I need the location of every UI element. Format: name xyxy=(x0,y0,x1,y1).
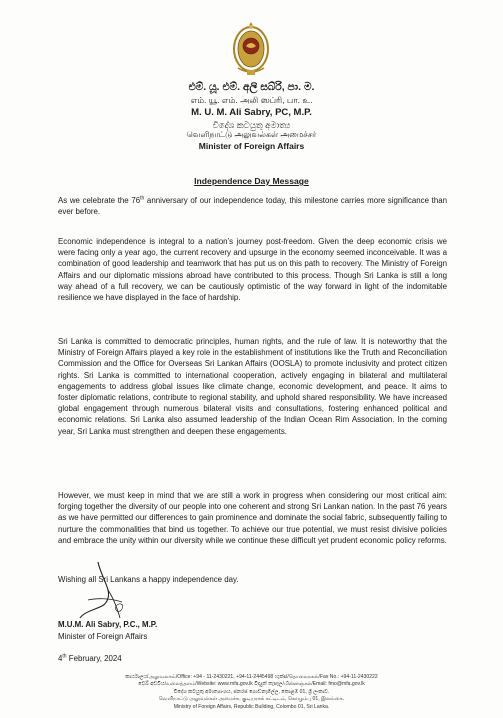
minister-name-tamil: எம். யூ. எம். அலி ஸப்ரி, பா. உ. xyxy=(190,95,313,105)
footer-contact-web: වෙබ් අඩවිය/வலைத்தளம்/Website: www.mfa.gov.lk විද්‍යුත් තැපෑල/மின்னஞ்சல்/Email: fmo@mfa.gov.lk xyxy=(138,681,365,688)
sri-lanka-emblem-icon xyxy=(230,18,272,78)
closing-wish: Wishing all Sri Lankans a happy independence day. xyxy=(58,575,239,584)
message-date: 4th February, 2024 xyxy=(58,653,122,663)
minister-name-sinhala: එම්. යූ. එම්. අලි සබ්රි, පා. ම. xyxy=(188,81,315,93)
minister-name-english: M. U. M. Ali Sabry, PC, M.P. xyxy=(191,107,312,118)
handwritten-signature-icon xyxy=(76,560,136,624)
letterhead-footer xyxy=(0,674,503,711)
signatory-role: Minister of Foreign Affairs xyxy=(58,632,148,641)
footer-address-sinhala: විදේශ කටයුතු අමාත්‍යාංශය, ජනරජ ගොඩනැගිල්ල, කොළඹ 01, ශ්‍රී ලංකාව. xyxy=(173,688,330,695)
footer-contact-phone: කාර්යාලය/அலுவலகம்/Office: +94 - 11-2430221, +94-11-2445498 ෆැක්ස්/தொலைநகல்/Fax No.: +94-11-2430222 xyxy=(125,674,378,680)
paragraph-2: Economic independence is integral to a nation’s journey post-freedom. Given the deep economic crisis we were facing only a year ago, the current recovery and upsurge in the economy seemed inconceivable. It was a combination of good leadership and teamwork that has put us on this path to recovery. The Ministry of Foreign Affairs and our diplomatic missions abroad have contributed to this process. Though Sri Lanka is still a long way ahead of a full recovery, we can be cautiously optimistic of the way forward in light of the indomitable resilience we have displayed in the face of hardship. xyxy=(58,237,447,303)
paragraph-3: Sri Lanka is committed to democratic principles, human rights, and the rule of law. It is noteworthy that the Ministry of Foreign Affairs played a key role in the establishment of institutions like the Truth and Reconciliation Commission and the Office for Overseas Sri Lankan Affairs (OOSLA) to promote inclusivity and protect citizen rights. Sri Lanka is committed to international cooperation, actively engaging in bilateral and multilateral engagements to address global issues like climate change, economic development, and peace. It aims to foster diplomatic relations, contribute to regional stability, and uphold shared responsibility. We have increased global engagement through numerous bilateral visits and consultations, fostering enhanced political and economic relations. Sri Lanka also assumed leadership of the Indian Ocean Rim Association. In the coming year, Sri Lanka must strengthen and deepen these engagements. xyxy=(58,337,447,436)
signatory-name: M.U.M. Ali Sabry, P.C., M.P. xyxy=(58,620,158,629)
footer-address-tamil: வெளிநாட்டு அலுவல்கள் அமைச்சு, குடியரசுக் கட்டிடம், கொழும்பு 01, இலங்கை. xyxy=(158,696,345,703)
message-heading: Independence Day Message xyxy=(194,176,309,186)
minister-title-sinhala: විදේශ කටයුතු අමාත්‍ය xyxy=(212,120,291,130)
minister-title-tamil: வெளிநாட்டு அலுவல்கள் அமைச்சர் xyxy=(186,130,317,139)
paragraph-4: However, we must keep in mind that we are still a work in progress when considering our most critical aim: forging together the diversity of our people into one coherent and strong Sri Lankan nation. In the past 76 years as we have permitted our differences to gain prominence and dominate the social fabric, subsequently failing to nurture the commonalities that bind us together. To achieve our true potential, we must resist divisive policies and embrace the unity within our diversity while we continue these difficult yet prudent economic policy reforms. xyxy=(58,491,447,545)
paragraph-1: As we celebrate the 76th anniversary of our independence today, this milestone carries more significance than ever before. xyxy=(58,195,447,217)
minister-title-english: Minister of Foreign Affairs xyxy=(198,141,305,151)
footer-address-english: Ministry of Foreign Affairs, Republic Building, Colombo 01, Sri Lanka. xyxy=(173,703,330,710)
